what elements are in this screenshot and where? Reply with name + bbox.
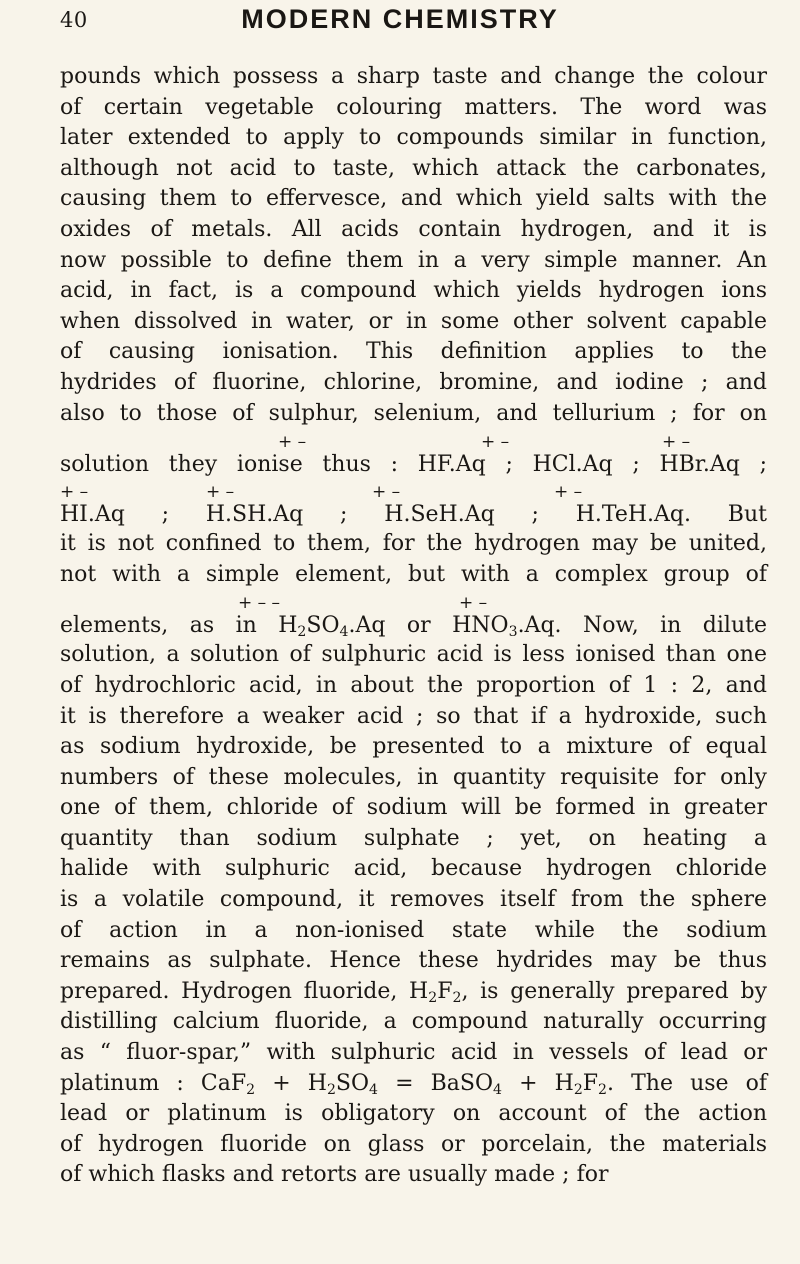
ion-charge-marks [60,590,767,612]
text-line: of causing ionisation. This definition applies to the [60,339,767,365]
text-line: although not acid to taste, which attack the carbonates, [60,155,767,181]
text-line: one of them, chloride of sodium will be formed in greater [60,795,767,821]
text-line: now possible to define them in a very simple manner. An [60,247,767,273]
text-line: HI.Aq ; H.SH.Aq ; H.SeH.Aq ; H.TeH.Aq. But [60,502,767,528]
ion-mark-hcl: + – [481,432,510,453]
text-line: not with a simple element, but with a complex group of [60,561,767,587]
ion-mark-hno3: + – [459,593,488,614]
ion-mark-hbr: + – [662,432,691,453]
text-line: distilling calcium fluoride, a compound naturally occurring [60,1009,767,1035]
body-text [60,62,767,1191]
text-line: of hydrogen fluoride on glass or porcelain, the materials [60,1131,767,1157]
text-line: solution they ionise thus : HF.Aq ; HCl.Aq ; HBr.Aq ; [60,452,767,478]
text-line: also to those of sulphur, selenium, and tellurium ; for on [60,400,767,426]
ion-mark-hsh: + – [206,482,235,503]
text-line: hydrides of fluorine, chlorine, bromine, and iodine ; and [60,369,767,395]
ion-mark-hf: + – [278,432,307,453]
text-line: numbers of these molecules, in quantity requisite for only [60,764,767,790]
text-line: is a volatile compound, it removes itself from the sphere [60,887,767,913]
text-line: of action in a non-ionised state while the sodium [60,917,767,943]
text-line: prepared. Hydrogen fluoride, $H_2F_2$, is generally prepared by [60,978,767,1006]
text-line: lead or platinum is obligatory on account of the action [60,1101,767,1127]
text-line: platinum : $CaF_2 + H_2SO_4$ = BaSO$_4$ + $H_2F_2$. The use of [60,1070,768,1098]
ion-mark-hi: + – [60,482,89,503]
ion-mark-hteh: + – [554,482,583,503]
text-line: solution, a solution of sulphuric acid is less ionised than one [60,642,767,668]
text-line: elements, as in $H_2SO_4.Aq$ or $HNO_3.Aq$. Now, in dilute [60,613,767,641]
ion-charge-marks [60,479,767,501]
text-line: causing them to effervesce, and which yield salts with the [60,186,767,212]
running-head: MODERN CHEMISTRY [241,4,559,34]
text-line: as “ fluor-spar,” with sulphuric acid in vessels of lead or [60,1040,767,1066]
text-line: remains as sulphate. Hence these hydrides may be thus [60,948,767,974]
text-line: it is therefore a weaker acid ; so that if a hydroxide, such [60,703,767,729]
text-line: halide with sulphuric acid, because hydrogen chloride [60,856,767,882]
text-line: it is not confined to them, for the hydrogen may be united, [60,531,767,557]
ion-mark-h2so4: + – – [238,593,281,614]
text-line: when dissolved in water, or in some other solvent capable [60,308,767,334]
text-line: of hydrochloric acid, in about the proportion of 1 : 2, and [60,672,767,698]
text-line: pounds which possess a sharp taste and change the colour [60,64,767,89]
text-line: quantity than sodium sulphate ; yet, on heating a [60,825,767,851]
ion-mark-hseh: + – [372,482,401,503]
page-number: 40 [60,8,88,32]
text-line: oxides of metals. All acids contain hydrogen, and it is [60,216,767,242]
ion-charge-marks [60,429,767,451]
text-line: of certain vegetable colouring matters. The word was [60,94,767,120]
text-line: as sodium hydroxide, be presented to a mixture of equal [60,734,767,760]
text-line: of which flasks and retorts are usually made ; for [60,1162,609,1188]
text-line: later extended to apply to compounds similar in function, [60,125,767,151]
text-line: acid, in fact, is a compound which yields hydrogen ions [60,278,767,304]
